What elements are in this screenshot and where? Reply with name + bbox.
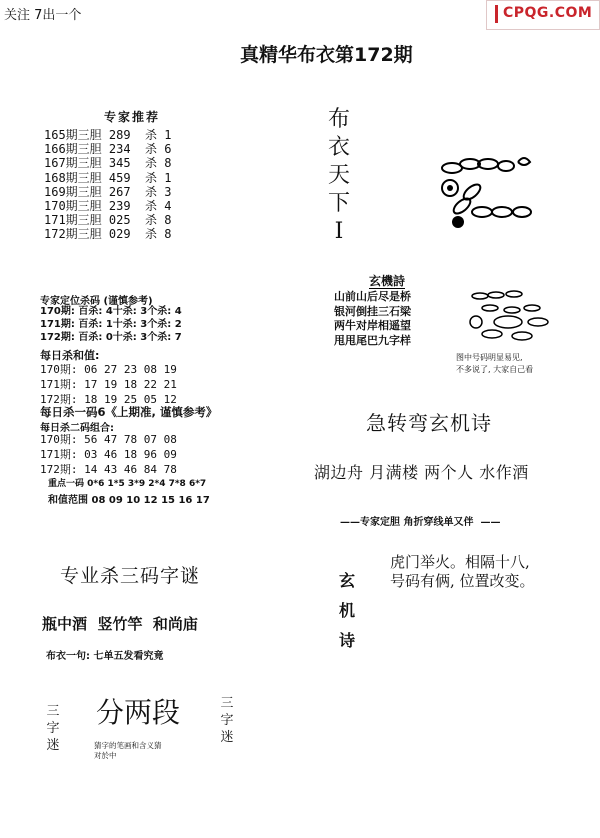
vertical-char: 玄 — [338, 571, 355, 590]
poem-line: 银河倒挂三石梁 — [334, 304, 411, 318]
note-line: 猜字的笔画和含义猜 — [94, 741, 162, 750]
list-item: 171期: 百杀: 1十杀: 3个杀: 2 — [40, 319, 182, 330]
xuanji-poem-title: 玄機詩 — [368, 274, 405, 288]
expert-recommend-title: 专家推荐 — [104, 110, 161, 124]
hubian-riddle: 湖边舟 月满楼 两个人 水作酒 — [314, 463, 529, 482]
logo-text: CPQG.COM — [503, 5, 593, 21]
vertical-char: 三 — [46, 704, 60, 719]
xuanji-poem — [334, 272, 440, 352]
dingwei-title: 专家定位杀码 (谨慎参考) — [40, 296, 153, 307]
note-line: 不多说了, 大家自己看 — [456, 365, 534, 374]
sum-range: 和值范围 08 09 10 12 15 16 17 — [48, 495, 210, 506]
humen-poem — [390, 553, 535, 591]
daily-sum-list — [40, 362, 177, 407]
daily-yima: 每日杀一码6《上期准, 谨慎参考》 — [40, 405, 218, 419]
image-note — [456, 352, 533, 376]
vertical-char: 机 — [338, 601, 355, 620]
dingwei-list — [40, 305, 182, 344]
fen-note — [94, 741, 162, 761]
vertical-char: 布 — [327, 107, 350, 132]
vertical-char: 诗 — [338, 631, 355, 650]
list-item: 170期: 06 27 23 08 19 — [40, 363, 177, 376]
list-item: 171期三胆 025 杀 8 — [44, 213, 172, 228]
note-line: 图中号码明显易见, — [456, 353, 523, 362]
list-item: 172期三胆 029 杀 8 — [44, 227, 172, 242]
daily-erma-title: 每日杀二码组合: — [40, 423, 114, 434]
list-item: 171期: 17 19 18 22 21 — [40, 378, 177, 391]
sanzi-right — [216, 695, 238, 746]
list-item: 168期三胆 459 杀 1 — [44, 170, 172, 185]
list-item: 169期三胆 267 杀 3 — [44, 184, 172, 199]
logo-bar-icon — [495, 5, 498, 23]
page-title: 真精华布衣第172期 — [240, 44, 413, 66]
buyi-yiju: 布衣一句: 七单五发看究竟 — [46, 651, 164, 662]
daily-sum-title: 每日杀和值: — [40, 349, 100, 362]
list-item: 170期三胆 239 杀 4 — [44, 199, 172, 214]
doodle-chain-icon — [462, 286, 562, 344]
pingzhong-riddle: 瓶中酒 竖竹竿 和尚庙 — [42, 615, 198, 633]
daily-erma-list — [40, 432, 177, 477]
poem-line: 两牛对岸相遥望 — [334, 319, 411, 332]
list-item: 172期: 14 43 46 84 78 — [40, 463, 177, 476]
poem-line: 甩甩尾巴九字样 — [334, 333, 411, 347]
list-item: 170期: 56 47 78 07 08 — [40, 433, 177, 446]
zhuanjia-ding: ——专家定胆 角折穿线单又伴 —— — [340, 517, 501, 528]
vertical-char: 字 — [220, 713, 234, 728]
list-item: 170期: 百杀: 4十杀: 3个杀: 4 — [40, 306, 182, 317]
poem-line: 号码有俩, 位置改变。 — [390, 572, 535, 590]
vertical-char: 天 — [327, 163, 350, 188]
list-item: 172期: 18 19 25 05 12 — [40, 393, 177, 406]
list-item: 165期三胆 289 杀 1 — [44, 128, 172, 142]
vertical-char: 三 — [220, 696, 234, 711]
fenliang-riddle: 分两段 — [96, 696, 181, 729]
list-item: 171期: 03 46 18 96 09 — [40, 448, 177, 461]
vertical-char: I — [334, 219, 344, 244]
list-item: 167期三胆 345 杀 8 — [44, 156, 172, 171]
list-item: 172期: 百杀: 0十杀: 3个杀: 7 — [40, 332, 182, 343]
expert-recommend-list — [44, 128, 171, 242]
vertical-char: 字 — [46, 721, 60, 736]
note-line: 对於中 — [94, 751, 117, 760]
jizhuan-title: 急转弯玄机诗 — [366, 411, 492, 435]
doodle-figure-icon — [430, 140, 540, 235]
vertical-char: 下 — [327, 191, 350, 216]
xuanji-vertical-title — [336, 566, 358, 656]
vertical-char: 迷 — [46, 738, 60, 753]
list-item: 166期三胆 234 杀 6 — [44, 142, 172, 157]
poem-line: 山前山后尽是桥 — [334, 290, 411, 303]
vertical-char: 迷 — [220, 730, 234, 745]
vertical-char: 衣 — [327, 135, 350, 160]
key-numbers: 重点一码 0*6 1*5 3*9 2*4 7*8 6*7 — [48, 479, 207, 489]
top-note: 关注 7出一个 — [4, 8, 82, 23]
zhuanye-title: 专业杀三码字谜 — [60, 565, 201, 587]
budi-vertical-title — [324, 106, 354, 246]
sanzi-left — [42, 703, 64, 754]
site-logo[interactable] — [486, 0, 600, 30]
poem-line: 虎门举火。相隔十八, — [390, 553, 530, 571]
